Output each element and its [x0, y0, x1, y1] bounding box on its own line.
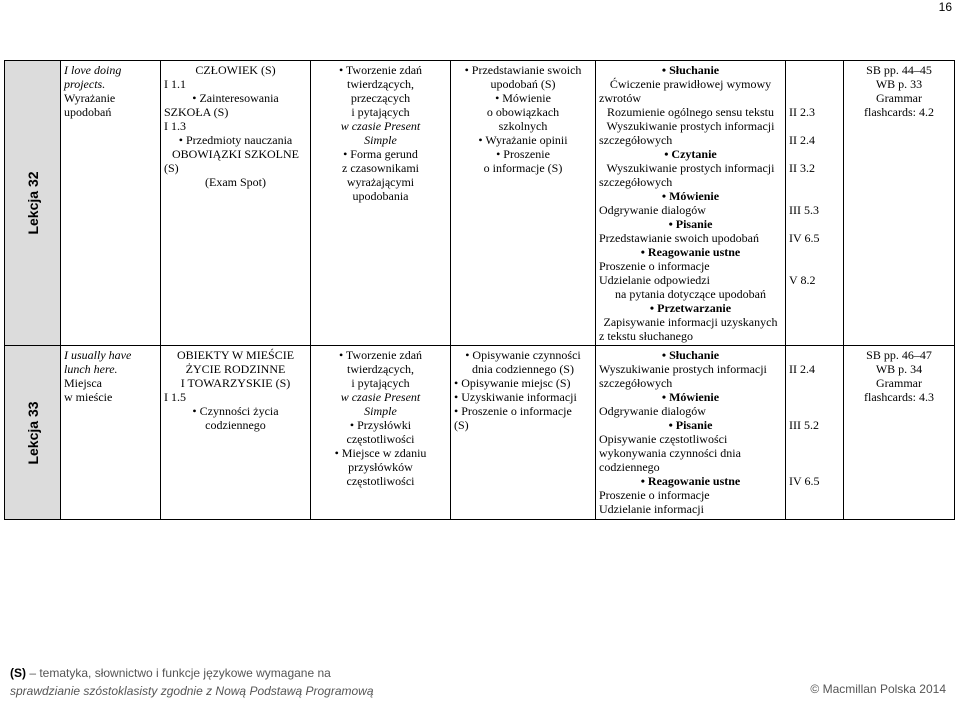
footer-s-marker: (S) [10, 666, 26, 680]
lesson-row-32 [5, 61, 955, 346]
lesson-title-33: I usually have lunch here. Miejsca w mieście [61, 346, 161, 520]
skills-32: • Słuchanie Ćwiczenie prawidłowej wymowy zwrotów Rozumienie ogólnego sensu tekstu Wyszukiwanie prostych informacji szczegółowych • Czytanie Wyszukiwanie prostych informacji szczegółowych • Mówienie Odgrywanie dialogów • Pisanie Przedstawianie swoich upodobań • Reagowanie ustne Proszenie o informacje Udzielanie odpowiedzi na pytania dotyczące upodobań • Przetwarzanie Zapisywanie informacji uzyskanych z tekstu słuchanego [596, 61, 786, 346]
curriculum-refs-33: II 2.4 III 5.2 IV 6.5 [786, 346, 844, 520]
page-number: 16 [938, 0, 952, 14]
skills-33: • Słuchanie Wyszukiwanie prostych informacji szczegółowych • Mówienie Odgrywanie dialogów • Pisanie Opisywanie częstotliwości wykonywania czynności dnia codziennego • Reagowanie ustne Proszenie o informacje Udzielanie informacji [596, 346, 786, 520]
copyright: © Macmillan Polska 2014 [810, 682, 946, 696]
topic-vocabulary-33: OBIEKTY W MIEŚCIE ŻYCIE RODZINNE I TOWARZYSKIE (S) I 1.5 • Czynności życia codziennego [161, 346, 311, 520]
footer-line-2: sprawdzianie szóstoklasisty zgodnie z Nową Podstawą Programową [10, 684, 374, 698]
materials-33: SB pp. 46–47 WB p. 34 Grammar flashcards: 4.3 [844, 346, 955, 520]
footer-line-1: – tematyka, słownictwo i funkcje językowe wymagane na [29, 666, 331, 680]
functions-33: • Opisywanie czynności dnia codziennego (S) • Opisywanie miejsc (S) • Uzyskiwanie informacji • Proszenie o informacje (S) [451, 346, 596, 520]
materials-32: SB pp. 44–45 WB p. 33 Grammar flashcards: 4.2 [844, 61, 955, 346]
lesson-label-33: Lekcja 33 [5, 346, 61, 520]
lesson-label-32: Lekcja 32 [5, 61, 61, 346]
footer-note [10, 664, 374, 700]
topic-vocabulary-32: CZŁOWIEK (S) I 1.1 • Zainteresowania SZKOŁA (S) I 1.3 • Przedmioty nauczania OBOWIĄZKI SZKOLNE (S) (Exam Spot) [161, 61, 311, 346]
functions-32: • Przedstawianie swoich upodobań (S) • Mówienie o obowiązkach szkolnych • Wyrażanie opinii • Proszenie o informacje (S) [451, 61, 596, 346]
lesson-title-32: I love doing projects. Wyrażanie upodobań [61, 61, 161, 346]
lesson-row-33 [5, 346, 955, 520]
curriculum-refs-32: II 2.3 II 2.4 II 3.2 III 5.3 IV 6.5 V 8.2 [786, 61, 844, 346]
grammar-32: • Tworzenie zdań twierdzących, przeczących i pytających w czasie Present Simple • Forma gerund z czasownikami wyrażającymi upodobania [311, 61, 451, 346]
grammar-33: • Tworzenie zdań twierdzących, i pytających w czasie Present Simple • Przysłówki częstotliwości • Miejsce w zdaniu przysłówków częstotliwości [311, 346, 451, 520]
lesson-plan-table [4, 60, 955, 520]
